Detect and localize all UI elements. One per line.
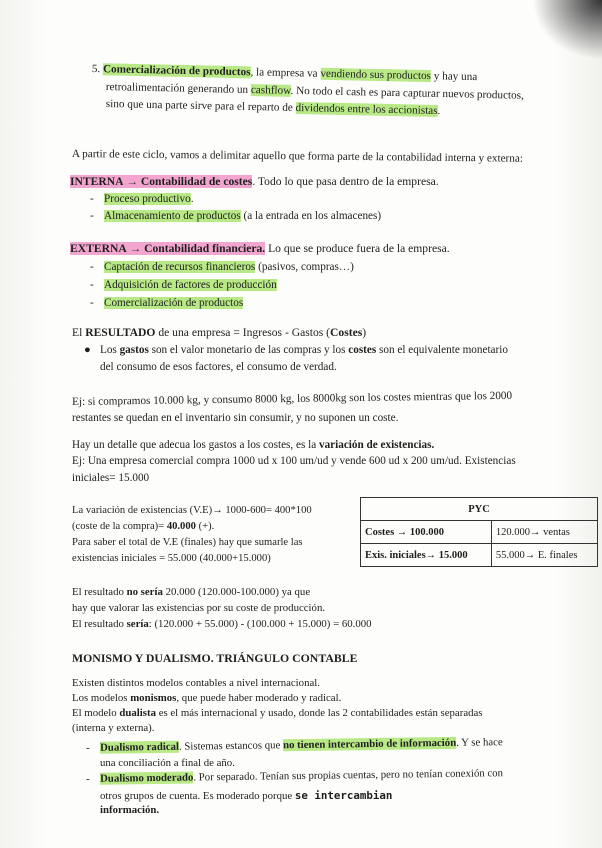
item-5-dividendos: dividendos entre los accionistas (295, 101, 438, 117)
dash-glyph: - (90, 279, 94, 291)
item-5-text-a: , la empresa va (250, 66, 321, 80)
resultado-2-formula: : (120.000 + 55.000) - (100.000 + 15.000) = 60.000 (148, 618, 372, 630)
ve-line-3: Para saber el total de V.E (finales) hay que sumarle las (72, 537, 303, 548)
interna-item-1 (90, 192, 193, 207)
example-1-line-1: Ej: si compramos 10.000 kg, y consumo 8000 kg, los 8000kg son los costes mientras que los 2000 (72, 389, 513, 408)
bullet-text-d: son el equivalente monetario (376, 344, 508, 356)
costes-term: costes (348, 344, 377, 356)
monismos-term: monismos (130, 692, 177, 704)
resultado-bullet-line-2: del consumo de esos factores, el consumo de verdad. (100, 361, 337, 373)
externa-item-1-rest: (pasivos, compras…) (255, 261, 354, 273)
monismo-line-3-rest: es el más internacional y usado, donde las 2 contabilidades están separadas (156, 707, 483, 719)
resultado-2-line-1 (72, 585, 310, 600)
dash-glyph: - (90, 297, 94, 309)
interna-item-1-hl: Proceso productivo (104, 193, 191, 205)
item-5-number: 5. (91, 62, 101, 76)
bullet-dot: ● (84, 344, 91, 356)
item-5-line-3-rest: . (437, 104, 441, 118)
intro-paragraph: A partir de este ciclo, vamos a delimitar aquello que forma parte de la contabilidad interna y externa: (71, 147, 524, 165)
variacion-line-3: iniciales= 15.000 (72, 472, 150, 484)
dualismo-radical-item (86, 735, 503, 756)
ve-line-2-rest: (+). (195, 521, 215, 532)
dualismo-radical-rest: . Y se hace (456, 736, 503, 749)
dash-glyph: - (90, 193, 94, 205)
dualismo-moderado-line-2-text: otros grupos de cuenta. Es moderado porque (100, 790, 295, 802)
dualismo-moderado-line-2 (100, 788, 392, 804)
interna-item-2 (90, 209, 381, 224)
item-5-highlight-a: vendiendo sus productos (320, 67, 432, 83)
pyc-header: PYC (361, 498, 598, 521)
dualismo-radical-text: . Sistemas estancos que (178, 739, 284, 753)
pyc-ventas-cell: 120.000→ ventas (491, 521, 597, 544)
ve-line-1: La variación de existencias (V.E)→ 1000-600= 400*100 (72, 505, 312, 516)
item-5-text-b: y hay una (430, 70, 478, 84)
interna-heading (70, 174, 439, 189)
resultado-bullet (84, 343, 508, 358)
dualista-term: dualista (119, 707, 156, 719)
pyc-e-finales-cell: 55.000→ E. finales (491, 544, 597, 567)
item-5-line-3-text: sino que una parte sirve para el reparto de (105, 97, 296, 114)
externa-item-1-hl: Captación de recursos financieros (104, 261, 256, 273)
monismo-line-1: Existen distintos modelos contables a nivel internacional. (72, 677, 320, 689)
externa-item-3 (90, 296, 243, 311)
dash-glyph: - (90, 261, 94, 273)
resultado-formula (72, 325, 366, 340)
no-seria: no sería (126, 586, 163, 598)
pyc-header-row (361, 498, 598, 521)
externa-item-2-hl: Adquisición de factores de producción (104, 279, 277, 291)
item-5-line-2-rest: . No todo el cash es para capturar nuevos productos, (290, 84, 524, 102)
variacion-line-2: Ej: Una empresa comercial compra 1000 ud x 100 um/ud y vende 600 ud x 200 um/ud. Existencias (72, 455, 516, 467)
dualismo-moderado-term: Dualismo moderado (100, 771, 194, 785)
interna-item-1-rest: . (190, 193, 194, 205)
externa-item-1 (90, 260, 354, 275)
externa-item-2 (90, 278, 277, 293)
dash-glyph: - (86, 772, 90, 785)
se-intercambian: se intercambian (294, 789, 393, 802)
dash-glyph: - (90, 210, 94, 222)
resultado-2-text-a: El resultado (72, 586, 127, 598)
bullet-text-a: Los (100, 344, 120, 356)
dualismo-radical-term: Dualismo radical (100, 740, 180, 754)
resultado-costes: Costes (330, 326, 363, 339)
monismo-line-2-text: Los modelos (72, 692, 131, 704)
interna-title: Contabilidad de costes (140, 175, 253, 188)
monismo-line-2-rest: , que puede haber moderado y radical. (176, 692, 342, 704)
resultado-text: de una empresa = Ingresos - Gastos ( (155, 326, 331, 339)
variacion-term: variación de existencias. (318, 439, 435, 451)
pyc-exis-iniciales-cell: Exis. iniciales→ 15.000 (361, 544, 492, 567)
resultado-close: ) (362, 326, 367, 339)
externa-item-3-hl: Comercialización de productos (104, 297, 244, 309)
resultado-2-text-3a: El resultado (72, 618, 127, 630)
bullet-text-c: son el valor monetario de las compras y los (148, 344, 349, 356)
example-1-line-2: restantes se quedan en el inventario sin consumir, y no suponen un coste. (72, 412, 399, 424)
interna-rest: . Todo lo que pasa dentro de la empresa. (252, 175, 439, 188)
ve-line-2-text: (coste de la compra)= (72, 521, 167, 532)
dualismo-radical-line-2: una conciliación a final de año. (100, 757, 235, 769)
ve-line-4: existencias iniciales = 55.000 (40.000+15.000) (72, 553, 271, 564)
interna-label: INTERNA (70, 175, 124, 188)
ve-line-2 (72, 519, 214, 534)
item-5-title: Comercialización de productos (102, 63, 251, 79)
interna-item-2-rest: (a la entrada en los almacenes) (240, 210, 382, 222)
monismo-line-3 (72, 706, 483, 721)
externa-arrow: → (126, 242, 145, 255)
variacion-text: Hay un detalle que adecua los gastos a los costes, es la (72, 439, 319, 451)
page-corner-shadow (532, 0, 602, 60)
resultado-pre: El (72, 326, 86, 339)
monismo-heading: MONISMO Y DUALISMO. TRIÁNGULO CONTABLE (72, 651, 358, 665)
externa-label: EXTERNA (70, 242, 127, 255)
pyc-costes-cell: Costes → 100.000 (361, 521, 492, 544)
externa-heading (70, 241, 450, 256)
resultado-2-text-c: 20.000 (120.000-100.000) ya que (162, 586, 311, 598)
item-5-cashflow: cashflow (250, 84, 291, 97)
variacion-line-1 (72, 438, 434, 453)
resultado-bold: RESULTADO (85, 326, 156, 339)
gastos-term: gastos (119, 344, 149, 356)
resultado-2-line-2: hay que valorar las existencias por su coste de producción. (72, 602, 326, 614)
interna-arrow: → (123, 175, 141, 188)
externa-rest: Lo que se produce fuera de la empresa. (265, 242, 450, 255)
dash-glyph: - (86, 741, 90, 754)
interna-item-2-hl: Almacenamiento de productos (104, 210, 241, 222)
dualismo-moderado-line-3: información. (100, 804, 160, 816)
table-row (361, 521, 598, 544)
pyc-table (360, 497, 598, 567)
resultado-2-line-3 (72, 617, 372, 632)
monismo-line-2 (72, 691, 341, 706)
ve-40000: 40.000 (166, 521, 196, 532)
monismo-line-3-text: El modelo (72, 707, 120, 719)
table-row (361, 544, 598, 567)
externa-title: Contabilidad financiera. (144, 242, 266, 255)
dualismo-moderado-text: . Por separado. Tenían sus propias cuentas, pero no tenían conexión con (193, 767, 504, 784)
seria: sería (126, 618, 149, 630)
dualismo-radical-highlight: no tienen intercambio de información (282, 736, 457, 752)
monismo-line-4: (interna y externa). (72, 722, 155, 734)
item-5-line-2-text: retroalimentación generando un (105, 80, 252, 97)
